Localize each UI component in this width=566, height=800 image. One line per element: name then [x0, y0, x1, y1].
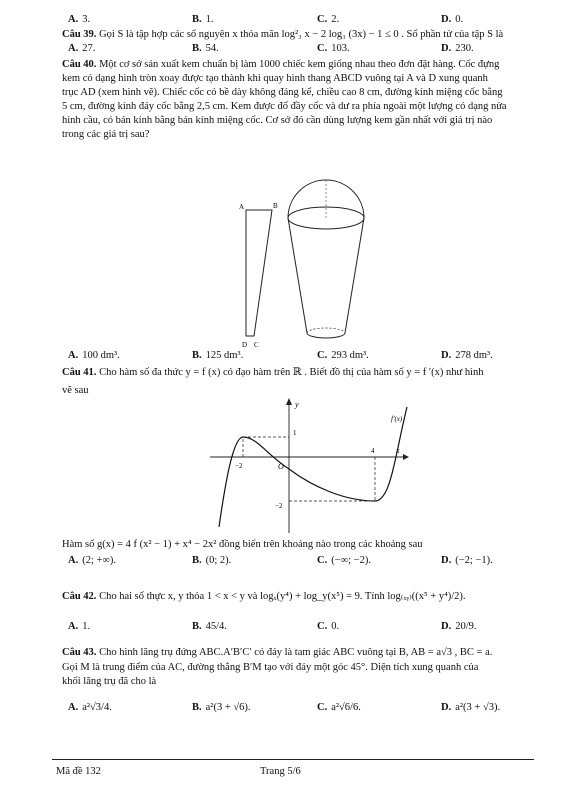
q42-option-d: D. 20/9. — [441, 621, 477, 632]
page-number: Trang 5/6 — [260, 766, 301, 777]
q41-option-c: C. (−∞; −2). — [317, 555, 371, 566]
q40-line-5: hình cầu, có bán kính bằng bán kính miệng cốc. Cơ sở đó cần dùng lượng kem gần nhất với giá trị nào — [62, 115, 493, 126]
q39-option-d: D. 230. — [441, 43, 474, 54]
q38-option-c: C. 2. — [317, 14, 340, 25]
q39-option-a: A. 27. — [68, 43, 96, 54]
q40-option-b: B. 125 dm³. — [192, 350, 244, 361]
q38-option-b: B. 1. — [192, 14, 214, 25]
q40-option-c: C. 293 dm³. — [317, 350, 369, 361]
q39-text: Câu 39. Gọi S là tập hợp các số nguyên x thỏa mãn log²₃ x − 2 log₃ (3x) − 1 ≤ 0 . Số phần tử của tập S là — [62, 29, 504, 40]
q42-option-a: A. 1. — [68, 621, 91, 632]
q41-option-d: D. (−2; −1). — [441, 555, 493, 566]
q43-line-2: Gọi M là trung điểm của AC, đường thẳng B′M tạo với đáy một góc 45°. Diện tích xung quanh của — [62, 662, 479, 673]
q39-option-c: C. 103. — [317, 43, 350, 54]
q41-question: Hàm số g(x) = 4 f (x² − 1) + x⁴ − 2x² đồng biến trên khoảng nào trong các khoảng sau — [62, 539, 423, 550]
label-d: D — [242, 341, 248, 349]
q41-option-b: B. (0; 2). — [192, 555, 232, 566]
derivative-graph — [205, 395, 415, 535]
q38-option-a: A. 3. — [68, 14, 91, 25]
q41-line-2: vẽ sau — [62, 385, 89, 396]
q40-option-a: A. 100 dm³. — [68, 350, 120, 361]
q43-line-3: khối lăng trụ đã cho là — [62, 676, 157, 687]
q43-option-c: C. a²√6/6. — [317, 702, 361, 713]
y-axis-label: y — [295, 400, 299, 409]
label-b: B — [273, 202, 278, 210]
tick-1: 1 — [293, 429, 297, 437]
q40-line-2: kem có dạng hình tròn xoay được tạo thành khi quay hình thang ABCD vuông tại A và D xung quanh — [62, 73, 488, 84]
fprime-label: f′(x) — [391, 415, 403, 423]
label-a: A — [239, 203, 245, 211]
q40-line-3: trục AD (xem hình vẽ). Chiếc cốc có bề dày không đáng kể, chiều cao 8 cm, đường kính miệng cốc bằng — [62, 87, 503, 98]
q40-line-6: trong các giá trị sau? — [62, 129, 150, 140]
tick-4: 4 — [371, 447, 375, 455]
q38-option-d: D. 0. — [441, 14, 464, 25]
q42-option-b: B. 45/4. — [192, 621, 227, 632]
q41-option-a: A. (2; +∞). — [68, 555, 117, 566]
q43-option-b: B. a²(3 + √6). — [192, 702, 251, 713]
tick-neg2-x: −2 — [235, 462, 243, 470]
q43-option-d: D. a²(3 + √3). — [441, 702, 501, 713]
q40-line-1: Câu 40. Một cơ sở sản xuất kem chuẩn bị làm 1000 chiếc kem giống nhau theo đơn đặt hàng. Cốc đựng — [62, 59, 500, 70]
q42-option-c: C. 0. — [317, 621, 340, 632]
q40-option-d: D. 278 dm³. — [441, 350, 493, 361]
tick-neg2-y: −2 — [275, 502, 283, 510]
q41-line-1: Câu 41. Cho hàm số đa thức y = f (x) có đạo hàm trên ℝ . Biết đồ thị của hàm số y = f ′(x) như hình — [62, 367, 484, 378]
q43-option-a: A. a²√3/4. — [68, 702, 112, 713]
q40-line-4: 5 cm, đường kính đáy cốc bằng 2,5 cm. Kem được đổ đầy cốc và dư ra phía ngoài một lượng có dạng nửa — [62, 101, 507, 112]
q39-option-b: B. 54. — [192, 43, 219, 54]
origin-label: O — [278, 462, 284, 471]
label-c: C — [254, 341, 259, 349]
footer-rule — [52, 759, 534, 760]
x-axis-label: x — [396, 446, 400, 455]
exam-code: Mã đề 132 — [56, 766, 101, 777]
q42-text: Câu 42. Cho hai số thực x, y thỏa 1 < x < y và logₓ(y⁴) + log_y(x⁵) = 9. Tính log₍ₓᵧ₎((x⁵ + y⁴)/2). — [62, 591, 466, 602]
ice-cream-cup-figure — [278, 168, 374, 348]
q43-line-1: Câu 43. Cho hình lăng trụ đứng ABC.A′B′C′ có đáy là tam giác ABC vuông tại B, AB = a√3 , BC = a. — [62, 647, 493, 658]
